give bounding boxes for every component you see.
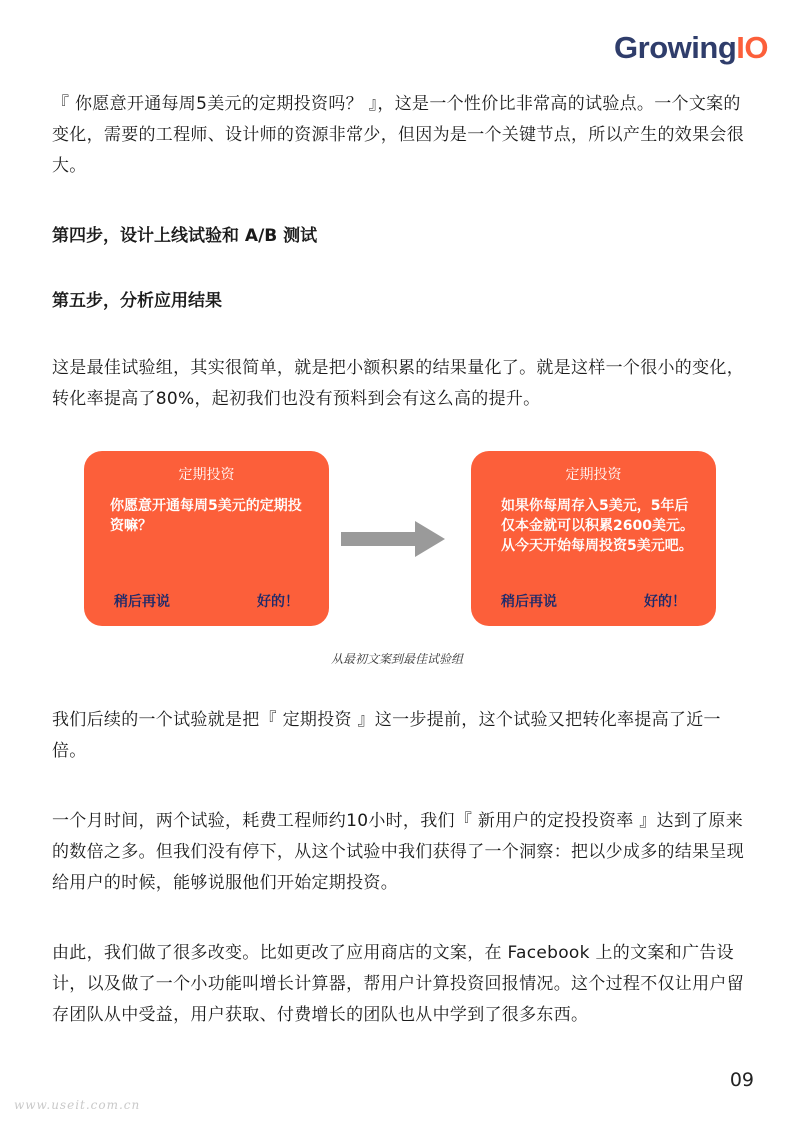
watermark: www.useit.com.cn: [14, 1098, 141, 1112]
heading-step-five: 第五步，分析应用结果: [52, 291, 222, 311]
paragraph-insight: 一个月时间，两个试验，耗费工程师约10小时，我们『 新用户的定投投资率 』达到了原来的数倍之多。但我们没有停下，从这个试验中我们获得了一个洞察：把以少成多的结果呈现给用户的时候，能够说服他们开始定期投资。: [52, 811, 744, 893]
card-best-body: 如果你每周存入5美元，5年后仅本金就可以积累2600美元。从今天开始每周投资5美元吧。: [501, 498, 694, 554]
paragraph-best-group: 这是最佳试验组，其实很简单，就是把小额积累的结果量化了。就是这样一个很小的变化，转化率提高了80%，起初我们也没有预料到会有这么高的提升。: [52, 358, 744, 409]
card-original-ok-button: 好的！: [257, 594, 299, 610]
card-best-copy: [471, 451, 716, 626]
card-best-later-button: 稍后再说: [501, 594, 557, 610]
card-original-later-button: 稍后再说: [114, 594, 170, 610]
card-original-copy: [84, 451, 329, 626]
card-original-title: 定期投资: [178, 467, 235, 483]
growingio-logo: [614, 30, 768, 66]
card-best-title: 定期投资: [565, 467, 622, 483]
paragraph-intro: 『 你愿意开通每周5美元的定期投资吗？ 』，这是一个性价比非常高的试验点。一个文案的变化，需要的工程师、设计师的资源非常少，但因为是一个关键节点，所以产生的效果会很大。: [52, 94, 744, 176]
page-number: 09: [729, 1069, 754, 1091]
logo-accent-text: IO: [736, 30, 768, 65]
logo-main-text: Growing: [614, 30, 737, 65]
card-original-body: 你愿意开通每周5美元的定期投资嘛？: [110, 498, 302, 534]
right-arrow-icon: [341, 519, 446, 559]
paragraph-changes: 由此，我们做了很多改变。比如更改了应用商店的文案，在 Facebook 上的文案和广告设计，以及做了一个小功能叫增长计算器，帮用户计算投资回报情况。这个过程不仅让用户留存团队从中受益，用户获取、付费增长的团队也从中学到了很多东西。: [52, 943, 744, 1025]
paragraph-follow-up: 我们后续的一个试验就是把『 定期投资 』这一步提前，这个试验又把转化率提高了近一倍。: [52, 710, 721, 761]
heading-step-four: 第四步，设计上线试验和 A/B 测试: [52, 226, 318, 246]
figure-caption: 从最初文案到最佳试验组: [330, 652, 463, 666]
card-best-ok-button: 好的！: [644, 594, 686, 610]
